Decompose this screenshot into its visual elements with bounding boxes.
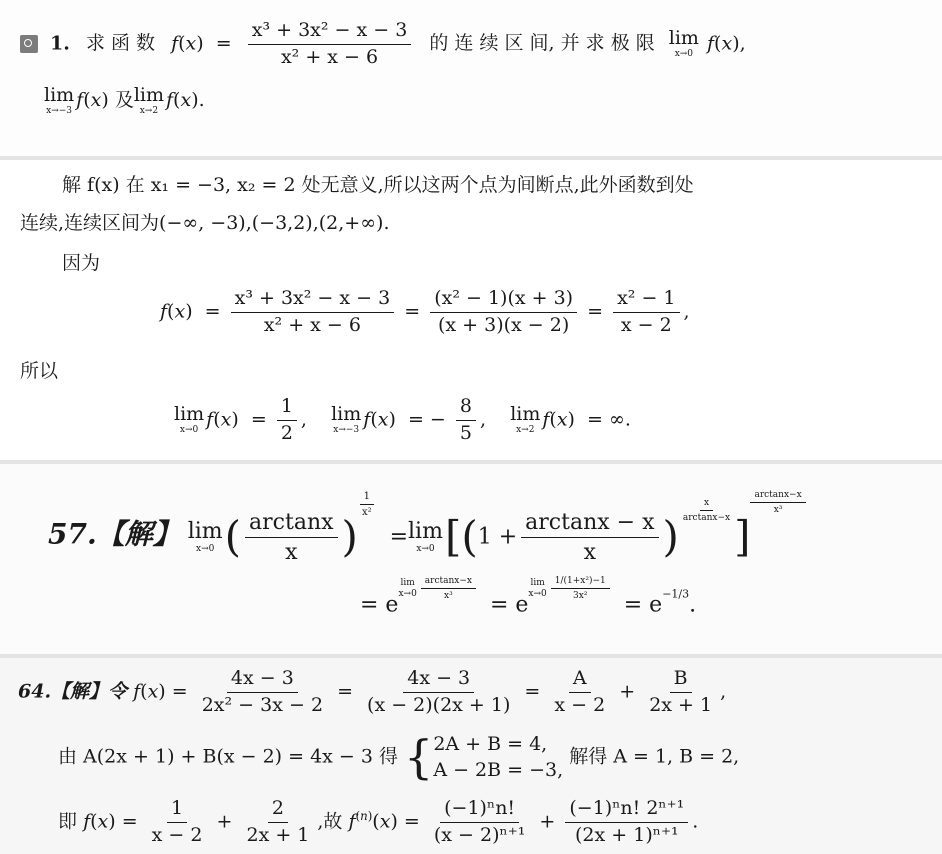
equation: 2A + B = 4, [433, 732, 548, 755]
fraction-numerator: (−1)ⁿn! 2ⁿ⁺¹ [565, 798, 688, 823]
fraction-numerator: A [569, 668, 591, 693]
exponent-fraction [750, 490, 805, 516]
solution-label: 64.【解】令 [18, 680, 128, 703]
fraction [363, 668, 514, 717]
fraction-numerator: 4x − 3 [227, 668, 298, 693]
fraction [565, 798, 688, 847]
factor-equation: f(x) = $\frac{\text{x³ + 3x² − x − 3}}{\text{x² + x − 6}}$ = $\frac{\text{(x² − 1)(x + 3)}}{(x + 3)(x - 2)}$ = $\frac{\text{x² − 1}}{x - 2}$ , [160, 287, 690, 336]
fraction-denominator: x² + x − 6 [280, 45, 379, 68]
limit-subscript: x→−3 [46, 106, 73, 116]
limit-subscript: x→0 [179, 425, 199, 436]
fraction-denominator: (x + 3)(x − 2) [438, 313, 570, 336]
fraction-numerator: arctanx−x [421, 576, 476, 589]
solution-label: 57.【解】 [48, 517, 181, 551]
fraction-denominator: x² [361, 507, 372, 519]
fraction-denominator: 2x² − 3x − 2 [201, 693, 324, 716]
limit-subscript: x→0 [674, 49, 694, 60]
fraction-numerator: (x² − 1)(x + 3) [430, 288, 577, 313]
solution-64-line-2: 由 A(2x + 1) + B(x − 2) = 4x − 3 得 { 2A + B = 4, A − 2B = −3, 解得 A = 1, B = 2, [58, 730, 740, 784]
fraction [550, 668, 609, 717]
limit-subscript: x→2 [516, 425, 535, 436]
fraction-denominator: x − 2 [620, 313, 672, 336]
limit-subscript: x→2 [139, 106, 159, 116]
problem-1-line-1: 1. 求 函 数 f(x) = $\frac{\text{x³ + 3x² − x − 3}}{\text{x² + x − 6}}$ 的 连 续 区 间, 并 求 极 限 lim x→0 f(x), [20, 20, 746, 69]
fraction [148, 798, 207, 847]
solution-57-line-1: 57.【解】 lim x→0 ( $\frac{\arctan x}{x}$ ) $^{\frac{1}{\text{x²}}}$ =lim x→0 [(1 + $\frac{\arctan x - x}{x}$ ) $^{\frac{x}{\arctan x-x}}$ ] $^{\frac{\arctan x-x}{\text{x³}}}$ [48, 490, 806, 565]
fraction [245, 510, 338, 566]
fraction-denominator: x [285, 539, 298, 565]
solution-1-panel [0, 160, 942, 460]
fraction-denominator: 2 [280, 421, 293, 444]
problem-1-line-2: lim x→−3 f(x) 及lim x→2 f(x). [44, 84, 205, 116]
exponent-fraction [551, 576, 610, 602]
limit-operator: lim x→0 [528, 577, 547, 599]
text: ,故 [317, 810, 343, 833]
fraction-denominator: x³ [444, 591, 453, 602]
limit-subscript: x→0 [416, 543, 435, 554]
fraction-denominator: 3x² [573, 591, 588, 602]
fraction [242, 798, 313, 847]
solution-line-2: 连续,连续区间为(−∞, −3),(−3,2),(2,+∞). [20, 212, 390, 234]
magnifier-icon [20, 35, 38, 53]
problem-1-panel [0, 0, 942, 156]
fraction-numerator: 1 [277, 396, 297, 421]
fraction-denominator: x² + x − 6 [263, 313, 361, 336]
solution-57-line-2: = $e^{lim x\to 0 \frac{\arctan x-x}{\text{x³}}}$ = $e^{lim x\to 0 \frac{\text{1/(1+x²)−1}}{\text{3x²}}}$ = $e^{-1/3}$. [360, 576, 697, 618]
limit-operator: lim x→0 [174, 403, 205, 436]
limit-operator: lim x→−3 [44, 84, 75, 116]
fraction-numerator: arctanx − x [521, 510, 658, 538]
text: 求 函 数 [85, 32, 156, 55]
limit-subscript: x→−3 [333, 425, 360, 436]
solution-so: 所以 [20, 360, 59, 382]
fraction-denominator: (2x + 1)ⁿ⁺¹ [575, 823, 679, 846]
fraction [521, 510, 658, 566]
text: 即 [58, 810, 78, 833]
fraction-numerator: x³ + 3x² − x − 3 [231, 288, 395, 313]
fraction [198, 668, 327, 717]
text: 解得 A = 1, B = 2, [569, 745, 740, 768]
limit-operator: lim x→0 [668, 27, 699, 60]
solution-64-panel [0, 658, 942, 854]
limit-operator: lim x→0 [187, 518, 223, 554]
limit-operator: lim x→2 [510, 403, 541, 436]
fraction-numerator: 8 [456, 396, 476, 421]
exponent-fraction [679, 498, 734, 524]
fraction [430, 798, 530, 847]
limit-operator: lim x→2 [133, 84, 164, 116]
fraction-numerator: x [700, 498, 713, 511]
solution-57-panel [0, 464, 942, 654]
fraction-denominator: (x − 2)ⁿ⁺¹ [433, 823, 526, 846]
fraction-numerator: x³ + 3x² − x − 3 [248, 20, 412, 45]
solution-because: 因为 [62, 252, 101, 274]
solution-line-1: 解 f(x) 在 x₁ = −3, x₂ = 2 处无意义,所以这两个点为间断点,此外函数到处 [62, 174, 694, 196]
fraction-denominator: x − 2 [554, 693, 606, 716]
fraction-denominator: (x − 2)(2x + 1) [367, 693, 511, 716]
limit-value: ∞ [609, 408, 625, 431]
fraction-numerator: 1 [360, 491, 374, 506]
fraction-numerator: 1 [167, 798, 187, 823]
fraction-numerator: x² − 1 [613, 288, 679, 313]
exponent-fraction [421, 576, 476, 602]
fraction-numerator: arctanx−x [750, 490, 805, 503]
text: 由 A(2x + 1) + B(x − 2) = 4x − 3 得 [58, 745, 398, 768]
fraction [456, 396, 476, 445]
fraction-denominator: x [583, 539, 597, 565]
text: 的 连 续 区 间, 并 求 极 限 [429, 32, 655, 55]
limit-results: lim x→0 f(x) = $\frac{1}{2}$ , lim x→−3 f(x) = − $\frac{8}{5}$ , lim x→2 f(x) = ∞. [174, 395, 631, 444]
limit-operator: lim x→0 [398, 577, 417, 599]
fraction-numerator: 1/(1+x²)−1 [551, 576, 610, 589]
fraction-numerator: arctanx [245, 510, 338, 538]
fraction-numerator: 4x − 3 [403, 668, 474, 693]
exponent: −1/3 [662, 587, 690, 601]
equation-system [433, 732, 563, 783]
fraction-denominator: x − 2 [151, 823, 203, 846]
function-fraction [248, 20, 412, 69]
limit-subscript: x→0 [398, 588, 417, 599]
fraction [277, 396, 297, 445]
text: 及 [114, 89, 134, 111]
fraction-denominator: 2x + 1 [246, 823, 310, 846]
limit-subscript: x→0 [196, 543, 215, 554]
problem-number: 1. [50, 32, 70, 55]
exponent-fraction [358, 491, 376, 519]
fraction-denominator: arctanx−x [682, 513, 731, 524]
limit-subscript: x→0 [528, 588, 547, 599]
limit-operator: lim x→−3 [331, 403, 362, 436]
fraction-numerator: 2 [268, 798, 288, 823]
fraction-numerator: B [670, 668, 692, 693]
fraction-numerator: (−1)ⁿn! [440, 798, 519, 823]
fraction [645, 668, 716, 717]
fraction-denominator: 5 [459, 421, 472, 444]
fraction [231, 288, 395, 337]
equation: A − 2B = −3, [433, 758, 564, 781]
limit-operator: lim x→0 [408, 518, 443, 554]
fraction [430, 288, 577, 337]
fraction-denominator: x³ [773, 505, 783, 516]
fraction-denominator: 2x + 1 [649, 693, 713, 716]
solution-64-line-3: 即 f(x) = $\frac{1}{x - 2}$ + $\frac{2}{2x + 1}$ ,故 $f^{(n)}(x)$ = $\frac{\text{(−1)ⁿn!}}{\text{(x − 2)ⁿ⁺¹}}$ + $\frac{\text{(−1)ⁿn! 2ⁿ⁺¹}}{\text{(2x + 1)ⁿ⁺¹}}$ . [58, 797, 699, 846]
fraction [613, 288, 679, 337]
solution-64-line-1: 64.【解】令 f(x) = $\frac{4x - 3}{\text{2x² − 3x − 2}}$ = $\frac{4x - 3}{(x - 2)(2x + 1)}$ = $\frac{A}{x - 2}$ + $\frac{B}{2x + 1}$ , [18, 667, 727, 716]
